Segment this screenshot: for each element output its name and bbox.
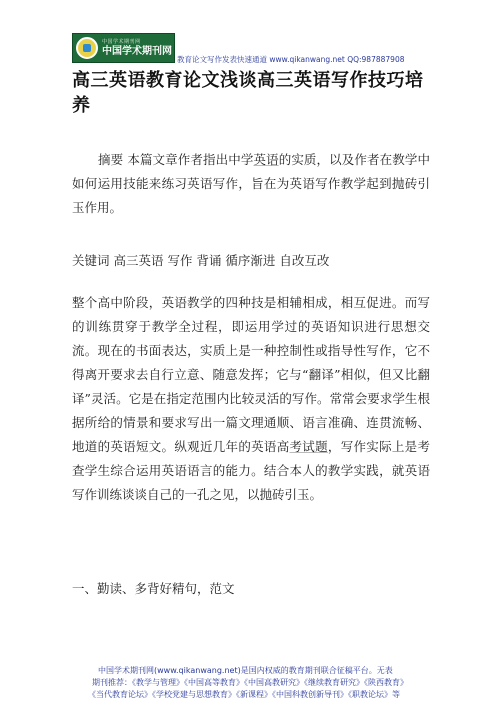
header-note: 教育论文写作发表快速通道 www.qikanwang.net QQ:987887908 <box>177 55 405 64</box>
header <box>72 33 432 69</box>
abstract-link[interactable]: 英语 <box>253 152 279 167</box>
abstract-label: 摘要 <box>98 152 124 167</box>
body-text-post: ，写作实际上是考查学生综合运用英语语言的能力。结合本人的教学实践，就英语写作训练谈谈自己的一孔之见，以抛砖引玉。 <box>72 439 430 502</box>
journal-logo[interactable] <box>72 33 175 63</box>
body-link[interactable]: 考试题 <box>289 439 328 454</box>
body-text-pre: 整个高中阶段，英语教学的四种技是相辅相成，相互促进。而写的训练贯穿于教学全过程，即运用学过的英语知识进行思想交流。现在的书面表达，实质上是一种控制性或指导性写作，它不得离开要求去自行立意、随意发挥；它与“翻译”相似，但又比翻译”灵活。它是在指定范围内比较灵活的写作。常常会要求学生根据所给的情景和要求写出一篇文理通顺、语言准确、连贯流畅、地道的英语短文。纵观近几年的英语高 <box>72 295 430 454</box>
section-heading: 一、勤读、多背好精句，范文 <box>72 581 235 596</box>
footer <box>88 665 428 701</box>
footer-line-2: 期刊推荐：《教学与管理》《中国高等教育》《中国高教研究》《继续教育研究》《陕西教育》 <box>92 678 408 687</box>
page-title: 高三英语教育论文浅谈高三英语写作技巧培养 <box>72 70 424 116</box>
abstract-paragraph <box>72 148 430 220</box>
abstract-text-pre: 本篇文章作者指出中学 <box>127 152 254 167</box>
keywords-line <box>72 249 430 273</box>
logo-emblem-icon <box>76 37 98 59</box>
keywords-label: 关键词 <box>72 253 110 268</box>
keywords-items: 高三英语 写作 背诵 循序渐进 自改互改 <box>113 253 330 268</box>
logo-text <box>102 39 172 58</box>
body-paragraph <box>72 291 430 507</box>
footer-line-1: 中国学术期刊网(www.qikanwang.net)是国内权威的教育期刊联合征稿平台。无表 <box>98 666 393 675</box>
footer-line-3: 《当代教育论坛》《学校党建与思想教育》《新课程》《中国科教创新导刊》《职教论坛》等 <box>88 690 400 699</box>
abstract-text-post: 的实质，以及作者在教学中如何运用技能来练习英语写作，旨在为英语写作教学起到抛砖引玉作用。 <box>72 152 430 215</box>
logo-name: 中国学术期刊网 <box>102 45 172 57</box>
logo-top-text: 中国学术期刊网 <box>102 38 141 45</box>
